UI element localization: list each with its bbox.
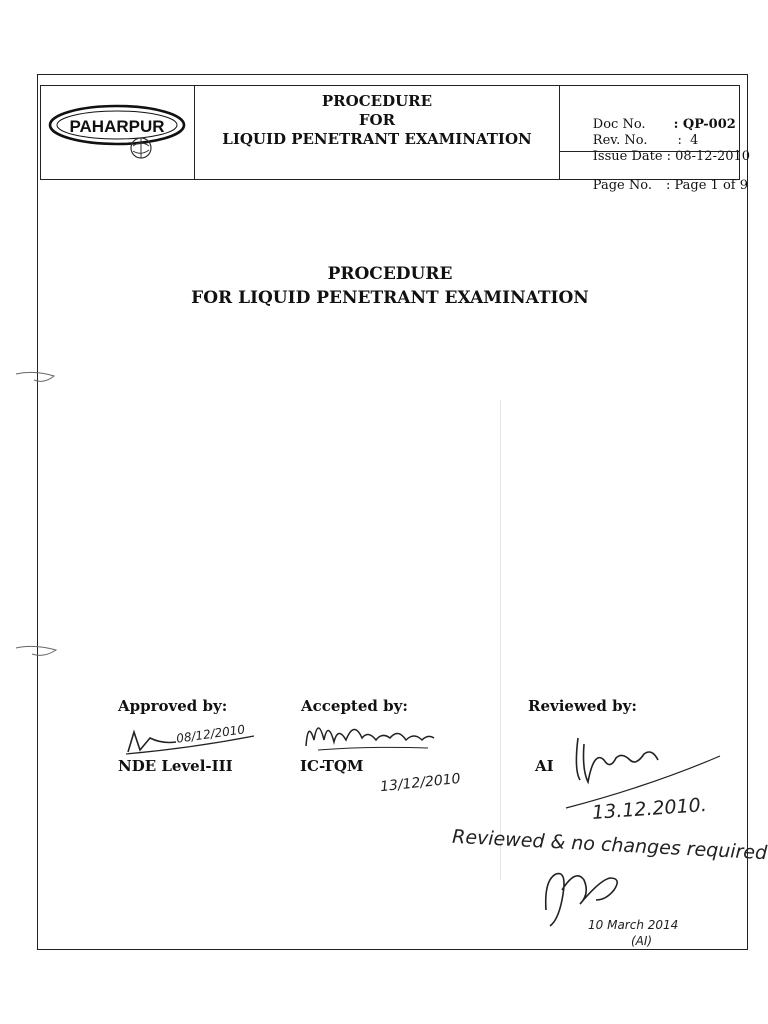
accepted-role: IC-TQM xyxy=(300,757,364,775)
page-no-value: : Page 1 of 9 xyxy=(665,178,748,193)
approved-role: NDE Level-III xyxy=(118,757,233,775)
review-annotation-note: Reviewed & no changes required xyxy=(451,825,768,865)
logo-text: PAHARPUR xyxy=(69,117,165,136)
info-divider xyxy=(560,151,739,152)
reviewed-date: 13.12.2010. xyxy=(591,794,708,824)
punch-hole-mark-top xyxy=(14,360,62,390)
accepted-signature xyxy=(298,710,438,758)
rev-no-value: : 4 xyxy=(677,133,699,148)
header-title-line-1: PROCEDURE xyxy=(321,92,433,110)
document-header xyxy=(40,85,751,193)
header-title xyxy=(195,86,560,179)
header-title-line-2: FOR xyxy=(358,111,396,129)
review-annotation-date: 10 March 2014 xyxy=(588,918,679,932)
fold-line xyxy=(500,400,501,880)
reviewed-by-label: Reviewed by: xyxy=(528,697,637,715)
issue-date-label: Issue Date xyxy=(592,149,663,164)
main-title xyxy=(40,262,740,310)
main-title-line-1: PROCEDURE xyxy=(327,264,453,284)
approved-by-label: Approved by: xyxy=(118,697,228,715)
review-annotation-initials: (AI) xyxy=(631,934,653,948)
logo-cell xyxy=(41,86,195,179)
main-title-line-2: FOR LIQUID PENETRANT EXAMINATION xyxy=(191,288,589,308)
header-title-line-3: LIQUID PENETRANT EXAMINATION xyxy=(222,130,532,148)
document-info xyxy=(560,86,751,193)
approved-date: 08/12/2010 xyxy=(175,722,246,746)
accepted-by-label: Accepted by: xyxy=(301,697,408,715)
rev-no-label: Rev. No. xyxy=(592,133,648,148)
reviewed-role: AI xyxy=(535,757,554,775)
issue-date-value: : 08-12-2010 xyxy=(666,149,751,164)
page-no-label: Page No. xyxy=(592,178,652,193)
punch-hole-mark-bottom xyxy=(14,636,62,666)
doc-no-label: Doc No. xyxy=(592,117,646,132)
page-no-row xyxy=(568,163,748,208)
paharpur-logo xyxy=(41,86,194,178)
accepted-date: 13/12/2010 xyxy=(379,770,462,796)
doc-no-value: : QP-002 xyxy=(673,117,736,132)
